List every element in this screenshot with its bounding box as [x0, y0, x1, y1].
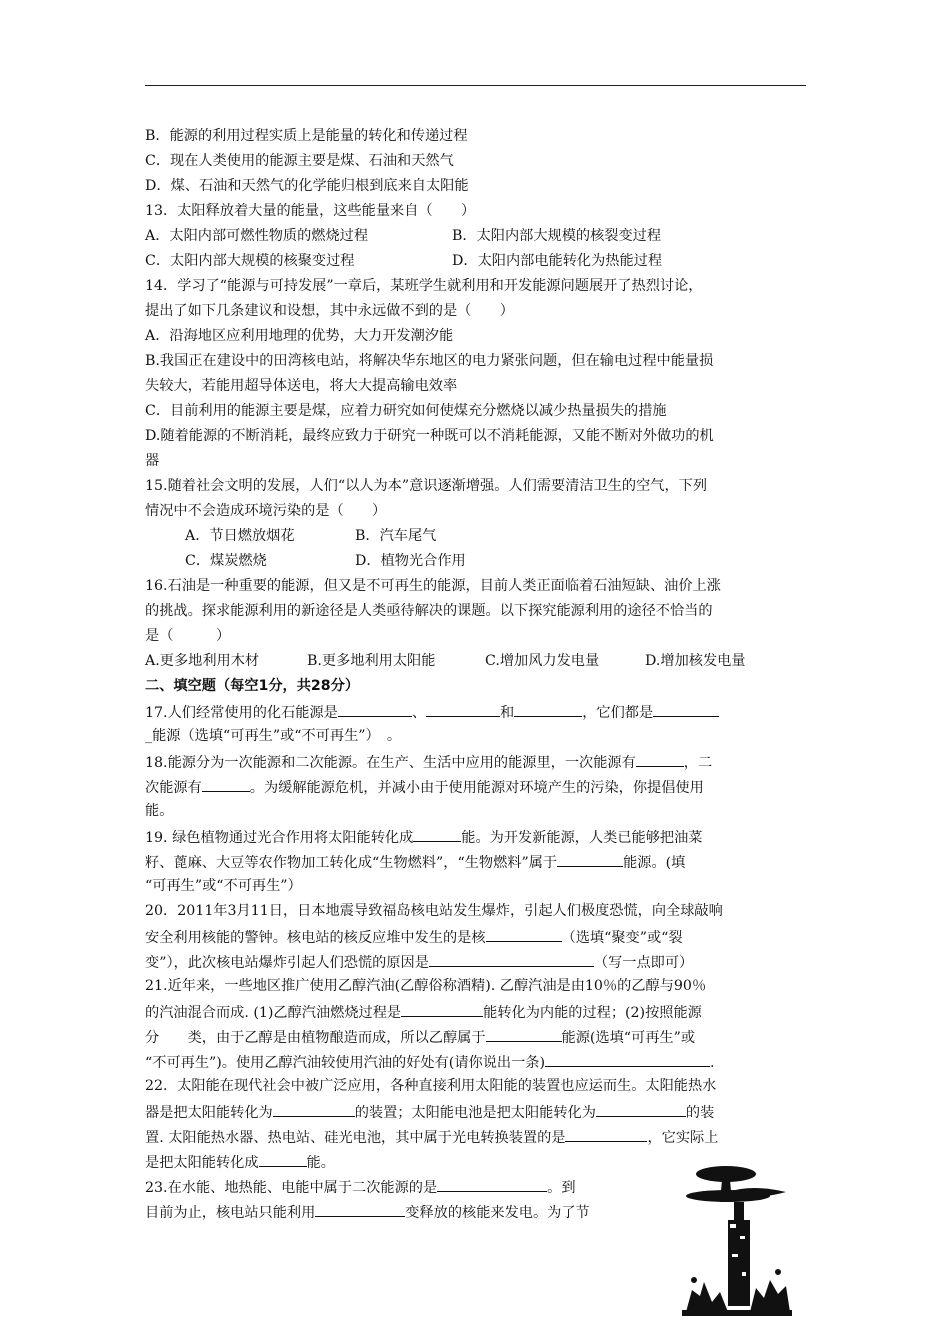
q18-text: ，二	[683, 755, 713, 771]
q21-text: “不可再生”)。使用乙醇汽油较使用汽油的好处有(请你说出一条)	[145, 1055, 545, 1071]
q17-blank-1[interactable]	[338, 699, 412, 717]
q15-options-cd	[145, 549, 810, 574]
q13-option-a: A．太阳内部可燃性物质的燃烧过程	[145, 228, 369, 244]
q15-stem-line2: 情况中不会造成环境污染的是（ ）	[145, 503, 387, 519]
q22-blank-4[interactable]	[259, 1149, 307, 1167]
q21-text: 能转化为内能的过程；(2)按照能源	[483, 1005, 702, 1021]
q14-stem-line2: 提出了如下几条建议和设想，其中永远做不到的是（ ）	[145, 303, 514, 319]
power-plant-chimney-illustration	[682, 1162, 792, 1322]
q12-option-d: D．煤、石油和天然气的化学能归根到底来自太阳能	[145, 178, 469, 194]
q17-text: 、	[411, 705, 427, 721]
q21-text: 能源(选填“可再生”或	[561, 1030, 696, 1046]
q18-line1	[145, 749, 810, 774]
q18-blank-1[interactable]	[636, 749, 684, 767]
q15-stem-line1: 15.随着社会文明的发展，人们“以人为本”意识逐渐增强。人们需要清洁卫生的空气，下列	[145, 478, 708, 494]
q17-text: 17.人们经常使用的化石能源是	[145, 705, 338, 721]
q16-option-d: D.增加核发电量	[645, 653, 746, 669]
q17-text: 和	[500, 705, 515, 721]
section-heading: 二、填空题（每空1分，共28分）	[145, 678, 360, 694]
q16-option-b: B.更多地利用太阳能	[307, 653, 436, 669]
q19-line1	[145, 824, 810, 849]
q23-blank-1[interactable]	[437, 1174, 547, 1192]
q20-text: （选填“聚变”或“裂	[561, 930, 683, 946]
q14-option-c: C．目前利用的能源主要是煤，应着力研究如何使煤充分燃烧以减少热量损失的措施	[145, 403, 667, 419]
q21-line1: 21.近年来，一些地区推广使用乙醇汽油(乙醇俗称酒精). 乙醇汽油是由10％的乙醇与90％	[145, 978, 707, 994]
q23-text: 。到	[547, 1180, 576, 1196]
q13-stem: 13．太阳释放着大量的能量，这些能量来自（ ）	[145, 203, 476, 219]
q19-text: 籽、蓖麻、大豆等农作物加工转化成“生物燃料”，“生物燃料”属于	[145, 855, 558, 871]
q22-text: ，它实际上	[647, 1130, 719, 1146]
q16-stem-line3: 是（ ）	[145, 628, 231, 644]
q22-text: 置. 太阳能热水器、热电站、硅光电池，其中属于光电转换装置的是	[145, 1130, 566, 1146]
q17-blank-2[interactable]	[426, 699, 500, 717]
q19-text: 能源。(填	[623, 855, 686, 871]
q23-text: 23.在水能、地热能、电能中属于二次能源的是	[145, 1180, 438, 1196]
q14-option-b-line1: B.我国正在建设中的田湾核电站，将解决华东地区的电力紧张问题，但在输电过程中能量损	[145, 353, 714, 369]
q18-text: 18.能源分为一次能源和二次能源。在生产、生活中应用的能源里，一次能源有	[145, 755, 636, 771]
q20-blank-2[interactable]	[429, 949, 594, 967]
q15-option-c: C．煤炭燃烧	[185, 553, 267, 569]
q20-line3	[145, 949, 810, 974]
q21-blank-2[interactable]	[486, 1024, 562, 1042]
q13-options-ab	[145, 224, 810, 249]
q18-line3: 能。	[145, 803, 174, 819]
q23-blank-2[interactable]	[315, 1199, 405, 1217]
q22-blank-3[interactable]	[565, 1124, 647, 1142]
q21-text: 分 类，由于乙醇是由植物酿造而成，所以乙醇属于	[145, 1030, 486, 1046]
q13-option-b: B．太阳内部大规模的核裂变过程	[452, 228, 662, 244]
q21-line2	[145, 999, 810, 1024]
q22-line1: 22．太阳能在现代社会中被广泛应用，各种直接利用太阳能的装置也应运而生。太阳能热水	[145, 1078, 717, 1094]
q22-blank-1[interactable]	[273, 1099, 355, 1117]
q14-option-b-line2: 失较大，若能用超导体送电，将大大提高输电效率	[145, 378, 458, 394]
q20-text: 变”），此次核电站爆炸引起人们恐慌的原因是	[145, 955, 429, 971]
q21-text: 的汽油混合而成. (1)乙醇汽油燃烧过程是	[145, 1005, 402, 1021]
q20-line2	[145, 924, 810, 949]
question-content	[145, 124, 810, 1224]
q18-blank-2[interactable]	[202, 774, 250, 792]
q14-option-d-line1: D.随着能源的不断消耗，最终应致力于研究一种既可以不消耗能源，又能不断对外做功的机	[145, 428, 714, 444]
q20-line1: 20．2011年3月11日，日本地震导致福岛核电站发生爆炸，引起人们极度恐慌，向全球敲响	[145, 903, 723, 919]
q20-blank-1[interactable]	[486, 924, 562, 942]
q13-option-c: C．太阳内部大规模的核聚变过程	[145, 253, 355, 269]
q12-option-c: C．现在人类使用的能源主要是煤、石油和天然气	[145, 153, 454, 169]
q22-text: 是把太阳能转化成	[145, 1155, 259, 1171]
q19-line3: “可再生”或“不可再生”）	[145, 878, 302, 894]
q20-text: 安全利用核能的警钟。核电站的核反应堆中发生的是核	[145, 930, 486, 946]
q17-blank-4[interactable]	[653, 699, 719, 717]
q16-stem-line1: 16.石油是一种重要的能源，但又是不可再生的能源，目前人类正面临着石油短缺、油价上涨	[145, 578, 721, 594]
q22-line2	[145, 1099, 810, 1124]
q15-option-d: D．植物光合作用	[355, 553, 466, 569]
q16-option-c: C.增加风力发电量	[485, 653, 600, 669]
q18-text: 。为缓解能源危机，并减小由于使用能源对环境产生的污染，你提倡使用	[249, 780, 704, 796]
q17-line1	[145, 699, 810, 724]
q17-blank-3[interactable]	[514, 699, 582, 717]
q15-options-ab	[145, 524, 810, 549]
q21-blank-1[interactable]	[401, 999, 483, 1017]
q22-text: 的装置；太阳能电池是把太阳能转化为	[354, 1105, 596, 1121]
q18-text: 次能源有	[145, 780, 202, 796]
q23-text: 变释放的核能来发电。为了节	[405, 1205, 590, 1221]
q15-option-b: B．汽车尾气	[355, 528, 437, 544]
q15-option-a: A．节日燃放烟花	[185, 528, 295, 544]
q21-blank-3[interactable]	[545, 1049, 710, 1067]
q19-blank-2[interactable]	[557, 849, 623, 867]
q14-stem-line1: 14．学习了“能源与可持发展”一章后，某班学生就利用和开发能源问题展开了热烈讨论，	[145, 278, 703, 294]
q22-blank-2[interactable]	[596, 1099, 686, 1117]
q21-line3	[145, 1024, 810, 1049]
q19-line2	[145, 849, 810, 874]
q19-text: 能。为开发新能源，人类已能够把油菜	[461, 830, 703, 846]
q22-text: 器是把太阳能转化为	[145, 1105, 273, 1121]
q13-option-d: D．太阳内部电能转化为热能过程	[452, 253, 663, 269]
q17-text: ，它们都是	[582, 705, 654, 721]
q13-options-cd	[145, 249, 810, 274]
q16-option-a: A.更多地利用木材	[145, 653, 260, 669]
q12-option-b: B．能源的利用过程实质上是能量的转化和传递过程	[145, 128, 468, 144]
q14-option-d-line2: 器	[145, 453, 160, 469]
q14-option-a: A．沿海地区应利用地理的优势，大力开发潮汐能	[145, 328, 454, 344]
q16-options	[145, 649, 810, 674]
header-rule	[145, 85, 806, 86]
q17-line2: _能源（选填“可再生”或“不可再生”） 。	[145, 728, 402, 744]
q21-line4	[145, 1049, 810, 1074]
q20-text: （写一点即可）	[593, 955, 694, 971]
q19-blank-1[interactable]	[413, 824, 461, 842]
q22-line3	[145, 1124, 810, 1149]
q16-stem-line2: 的挑战。探求能源利用的新途径是人类亟待解决的课题。以下探究能源利用的途径不恰当的	[145, 603, 713, 619]
q21-text: .	[710, 1055, 715, 1071]
q22-text: 的装	[685, 1105, 715, 1121]
q23-text: 目前为止，核电站只能利用	[145, 1205, 316, 1221]
q19-text: 19. 绿色植物通过光合作用将太阳能转化成	[145, 830, 414, 846]
q22-text: 能。	[306, 1155, 335, 1171]
q18-line2	[145, 774, 810, 799]
